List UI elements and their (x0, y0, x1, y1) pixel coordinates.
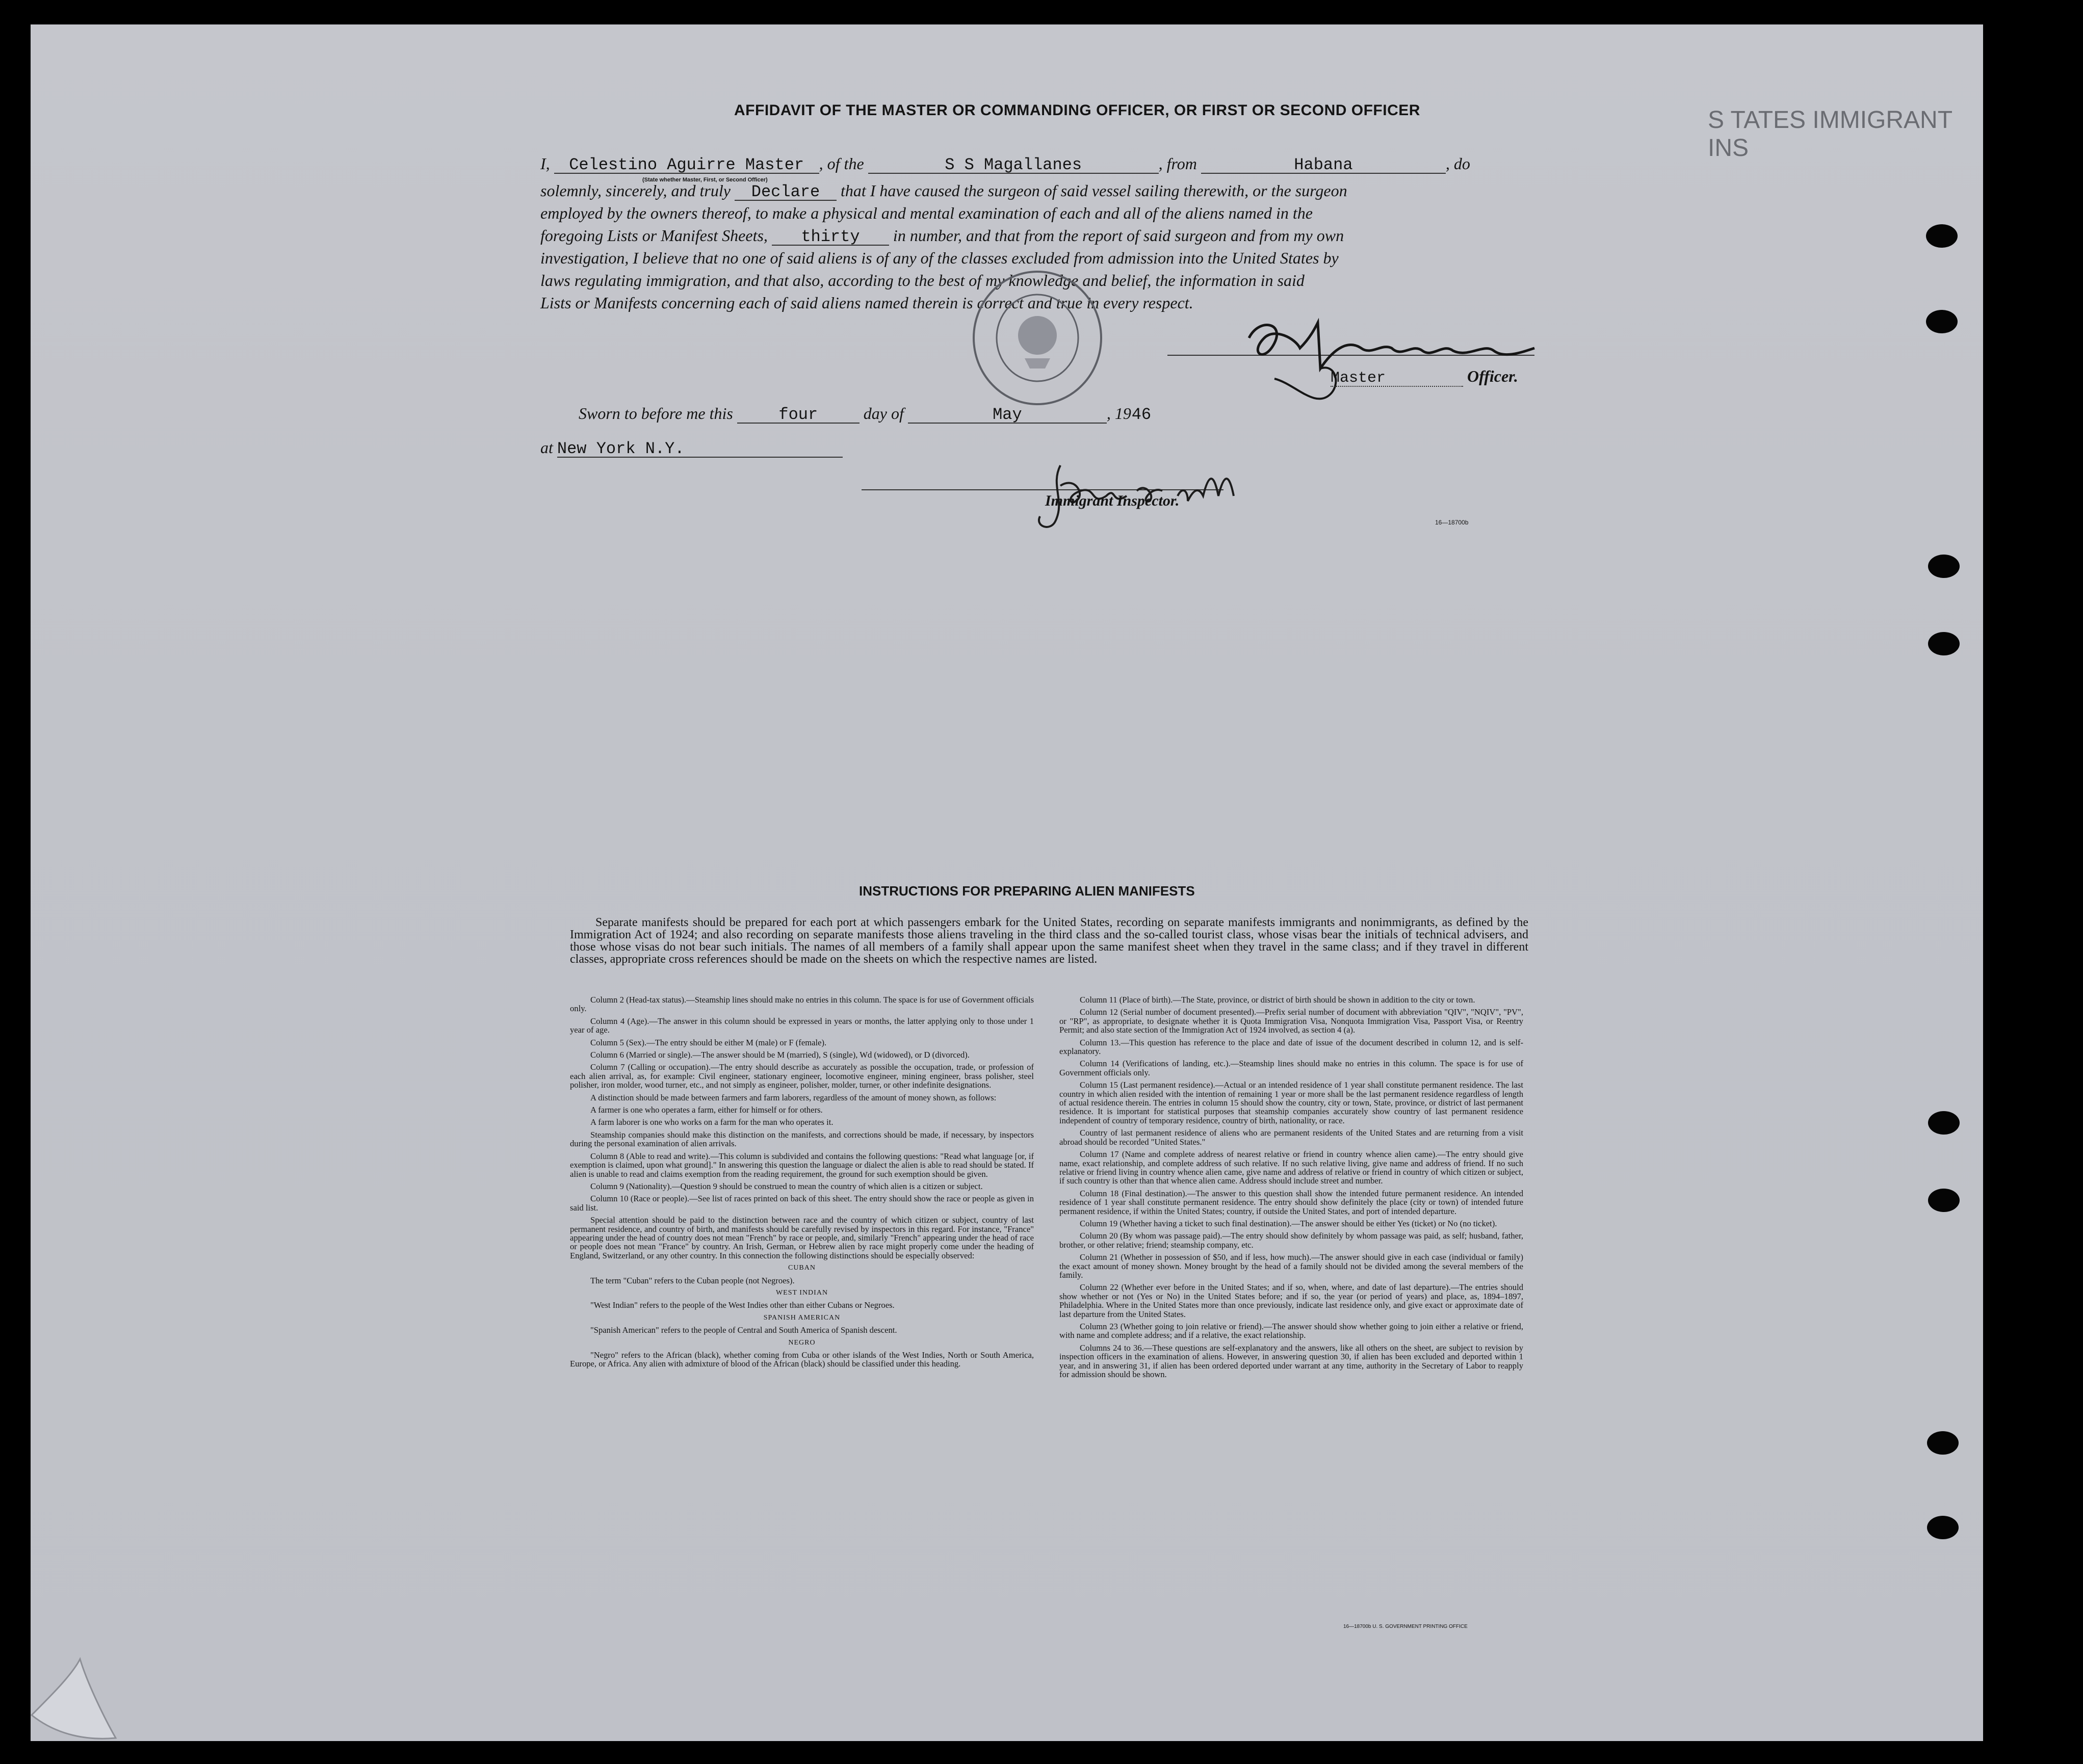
instruction-paragraph: Column 19 (Whether having a ticket to such final destination).—The answer should be either Yes (ticket) or No (no ticket). (1080, 1218, 1497, 1228)
inspector-label: Immigrant Inspector. (1045, 492, 1180, 509)
instructions-title: INSTRUCTIONS FOR PREPARING ALIEN MANIFESTS (859, 883, 1195, 899)
instruction-paragraph: A farmer is one who operates a farm, either for himself or for others. (590, 1105, 823, 1115)
line1-do: , do (1445, 154, 1470, 173)
instruction-paragraph: Column 15 (Last permanent residence).—Actual or an intended residence of 1 year shall constitute permanent residence. The last country in which alien resided with the intention of remaining 1 year or more shall be the last permanent residence regardless of length of actual residence therein. The entries in column 15 should show the country, city or town, State, province, or district of last permanent residence. It is important for statistical purposes that steamship companies accurately show country of last permanent residence independent of country of temporary residence, country of birth, nationality, or race. (1059, 1080, 1523, 1125)
affidavit-line-7: Lists or Manifests concerning each of said aliens named therein is correct and true in every respect. (540, 294, 1193, 312)
instruction-paragraph: "Negro" refers to the African (black), whether coming from Cuba or other islands of the West Indies, North or South America, Europe, or Africa. Any alien with admixture of blood of the African (black) should be classified under this heading. (570, 1350, 1034, 1369)
place-line (540, 438, 843, 458)
instruction-paragraph: Column 6 (Married or single).—The answer should be M (married), S (single), Wd (widowed), or D (divorced). (590, 1050, 970, 1060)
line1-prefix: I, (540, 154, 550, 173)
instruction-paragraph: Columns 24 to 36.—These questions are self-explanatory and the answers, like all others on the sheet, are subject to revision by inspection officers in the examination of aliens. However, in answering question 30, if alien has been excluded and deported within 1 year, and in answering 31, if alien has been ordered deported under warrant at any time, authority in the Secretary of Labor to reapply for admission should be shown. (1059, 1342, 1523, 1380)
instruction-paragraph: Column 22 (Whether ever before in the United States; and if so, when, where, and date of last departure).—The entries should show whether or not (Yes or No) in the United States before; and if so, the year (or period of years) and place, as, 1894–1897, Philadelphia. Where in the United States more than once previously, indicate last residence only, and give exact or approximate date of last departure from the United States. (1059, 1282, 1523, 1319)
line2-suffix: that I have caused the surgeon of said vessel sailing therewith, or the surgeon (840, 181, 1347, 200)
instruction-paragraph: Column 13.—This question has reference to the place and date of issue of the document described in column 12, and is self-explanatory. (1059, 1037, 1523, 1057)
punch-hole (1926, 224, 1958, 248)
instruction-paragraph: Column 7 (Calling or occupation).—The entry should describe as accurately as possible the occupation, trade, or profession of each alien arrival, as, for example: Civil engineer, stationary engineer, locomotive engineer, mining engineer, brass polisher, steel polisher, iron molder, wood turner, etc., and not simply as engineer, polisher, molder, turner, or other indefinite designations. (570, 1062, 1034, 1090)
punch-hole (1928, 555, 1960, 578)
section-heading-negro: NEGRO (788, 1338, 816, 1347)
rank-caption: (State whether Master, First, or Second Officer) (642, 177, 768, 183)
at-label: at (540, 438, 553, 457)
instruction-paragraph: Column 18 (Final destination).—The answer to this question shall show the intended future permanent residence. An intended residence of 1 year shall constitute permanent residence. The entry should show definitely the place (city or town) of intended future permanent residence, if within the United States; country, if outside the United States, and port of intended departure. (1059, 1188, 1523, 1216)
affidavit-line-4 (540, 226, 1344, 246)
affidavit-line-1 (540, 154, 1470, 174)
master-signature (1229, 307, 1545, 414)
instruction-paragraph: The term "Cuban" refers to the Cuban people (not Negroes). (590, 1275, 795, 1285)
affidavit-line-5: investigation, I believe that no one of said aliens is of any of the classes excluded from admission into the United States by (540, 249, 1339, 267)
sworn-year-field: 46 (1131, 405, 1152, 424)
instruction-paragraph: Column 23 (Whether going to join relative or friend).—The answer should show whether going to join either a relative or friend, with name and complete address; and if a relative, the exact relationship. (1059, 1322, 1523, 1340)
instruction-paragraph: Column 4 (Age).—The answer in this column should be expressed in years or months, the latter applying only to those under 1 year of age. (570, 1016, 1034, 1035)
printing-office-footer: 16—18700b U. S. GOVERNMENT PRINTING OFFICE (1343, 1624, 1468, 1629)
master-name-field: Celestino Aguirre Master (554, 157, 819, 174)
punch-hole (1928, 1111, 1960, 1135)
form-number: 16—18700b (1435, 519, 1469, 526)
section-heading-cuban: CUBAN (788, 1264, 816, 1272)
instruction-paragraph: A farm laborer is one who works on a farm for the man who operates it. (590, 1117, 834, 1127)
punch-hole (1926, 310, 1958, 333)
instruction-paragraph: Column 9 (Nationality).—Question 9 should be construed to mean the country of which alien is a citizen or subject. (590, 1181, 983, 1191)
affidavit-title: AFFIDAVIT OF THE MASTER OR COMMANDING OFFICER, OR FIRST OR SECOND OFFICER (734, 102, 1420, 119)
affidavit-line-2 (540, 181, 1347, 201)
line4-prefix: foregoing Lists or Manifest Sheets, (540, 226, 768, 245)
affidavit-line-6: laws regulating immigration, and that also, according to the best of my knowledge and belief, the information in said (540, 271, 1305, 289)
vessel-field: S S Magallanes (868, 157, 1159, 174)
punch-hole (1927, 1431, 1959, 1455)
instruction-paragraph: Column 21 (Whether in possession of $50, and if less, how much).—The answer should give in each case (individual or family) the exact amount of money shown. Money brought by the head of a family should not be divided among the several members of the family. (1059, 1252, 1523, 1280)
affidavit-line-3: employed by the owners thereof, to make a physical and mental examination of each and all of the aliens named in the (540, 204, 1313, 222)
instruction-paragraph: Country of last permanent residence of aliens who are permanent residents of the United States and are returning from a visit abroad should be recorded "United States." (1059, 1128, 1523, 1147)
instruction-paragraph: Column 20 (By whom was passage paid).—The entry should show definitely by whom passage was paid, as self; husband, father, brother, or other relative; friend; steamship company, etc. (1059, 1231, 1523, 1250)
instruction-paragraph: A distinction should be made between farmers and farm laborers, regardless of the amount of money shown, as follows: (590, 1092, 997, 1102)
sworn-line (579, 404, 1152, 424)
sworn-dayof: day of (863, 404, 904, 423)
sworn-day-field: four (737, 407, 860, 424)
instruction-paragraph: "Spanish American" refers to the people of Central and South America of Spanish descent. (590, 1325, 897, 1335)
consulate-stamp (969, 269, 1106, 407)
sworn-place-field: New York N.Y. (557, 441, 843, 458)
instruction-paragraph: Column 2 (Head-tax status).—Steamship lines should make no entries in this column. The space is for use of Government officials only. (570, 995, 1034, 1014)
sworn-month-field: May (908, 407, 1107, 424)
instruction-paragraph: Column 10 (Race or people).—See list of races printed on back of this sheet. The entry should show the race or people as given in said list. (570, 1194, 1034, 1213)
line1-of: , of the (819, 154, 864, 173)
instruction-paragraph: Column 5 (Sex).—The entry should be either M (male) or F (female). (590, 1037, 827, 1047)
instruction-paragraph: Column 14 (Verifications of landing, etc.).—Steamship lines should make no entries in this column. The space is for use of Government officials only. (1059, 1059, 1523, 1077)
port-from-field: Habana (1201, 157, 1446, 174)
officer-title (1331, 367, 1518, 387)
sworn-century: , 19 (1106, 404, 1131, 423)
line2-prefix: solemnly, sincerely, and truly (540, 181, 731, 200)
instruction-paragraph: Steamship companies should make this distinction on the manifests, and corrections should be made, if necessary, by inspectors during the personal examination of alien arrivals. (570, 1129, 1034, 1149)
line4-suffix: in number, and that from the report of said surgeon and from my own (893, 226, 1344, 245)
instructions-left-column (570, 995, 1034, 1372)
bleed-through-text: S TATES IMMIGRANT INS (1708, 107, 1952, 162)
section-heading-west-indian: WEST INDIAN (775, 1288, 828, 1297)
officer-suffix: Officer. (1467, 367, 1518, 385)
instruction-paragraph: Column 17 (Name and complete address of nearest relative or friend in country whence alien came).—The entry should give name, exact relationship, and complete address of such relative. If no such relative living, give name and address of friend. If no such relative or friend living in country whence alien came, give name and address of relative or friend in country of which citizen or subject, if such country is other than that whence alien came. Address should include street and number. (1059, 1149, 1523, 1186)
sheet-count-field: thirty (772, 229, 889, 246)
section-heading-spanish-american: SPANISH AMERICAN (763, 1313, 841, 1322)
instruction-paragraph: Column 12 (Serial number of document presented).—Prefix serial number of document with abbreviation "QIV", "NQIV", "PV", or "RP", as appropriate, to designate whether it is Quota Immigration Visa, Nonquota Immigration Visa, Passport Visa, or Reentry Permit; and also state section of the Immigration Act of 1924 involved, as section 4 (a). (1059, 1007, 1523, 1035)
officer-rank-field: Master (1331, 371, 1463, 387)
instruction-paragraph: Column 11 (Place of birth).—The State, province, or district of birth should be shown in addition to the city or town. (1080, 995, 1475, 1005)
sworn-prefix: Sworn to before me this (579, 404, 733, 423)
instructions-intro: Separate manifests should be prepared for each port at which passengers embark for the United States, recording on separate manifests immigrants and nonimmigrants, as defined by the Immigration Act of 1924; and also recording on separate manifests those aliens traveling in the third class and the so-called tourist class, whose visas bear the initials of technical advisers, and those whose visas do not bear such initials. The names of all members of a family shall appear upon the same manifest sheet when they travel in the same class; and if they travel in different classes, appropriate cross references should be made on the sheets on which the respective names are listed. (570, 916, 1528, 966)
instruction-paragraph: Column 8 (Able to read and write).—This column is subdivided and contains the following questions: "Read what language [or, if exemption is claimed, upon what ground]." In answering this question the language or dialect the alien is able to read should be stated. If alien is unable to read and claims exemption from the reading requirement, the ground for such exemption should be given. (570, 1151, 1034, 1179)
instruction-paragraph: "West Indian" refers to the people of the West Indies other than either Cubans or Negroes. (590, 1300, 895, 1310)
line1-from: , from (1158, 154, 1197, 173)
oath-word-field: Declare (735, 185, 837, 201)
punch-hole (1927, 1516, 1959, 1539)
instruction-paragraph: Special attention should be paid to the distinction between race and the country of which citizen or subject, country of last permanent residence, and country of birth, and manifests should be carefully revised by inspectors in this regard. For instance, "France" appearing under the head of country does not mean "French" by race or people, and, similarly "French" appearing under the head of race or people does not mean "France" by country. An Irish, German, or Hebrew alien by race might properly come under the heading of England, Switzerland, or any other country. In this connection the following distinctions should be especially observed: (570, 1215, 1034, 1260)
instructions-right-column (1059, 995, 1523, 1382)
curled-page-corner (21, 1654, 118, 1746)
punch-hole (1928, 632, 1960, 655)
manifest-sheet (31, 24, 1983, 1741)
punch-hole (1928, 1189, 1960, 1212)
